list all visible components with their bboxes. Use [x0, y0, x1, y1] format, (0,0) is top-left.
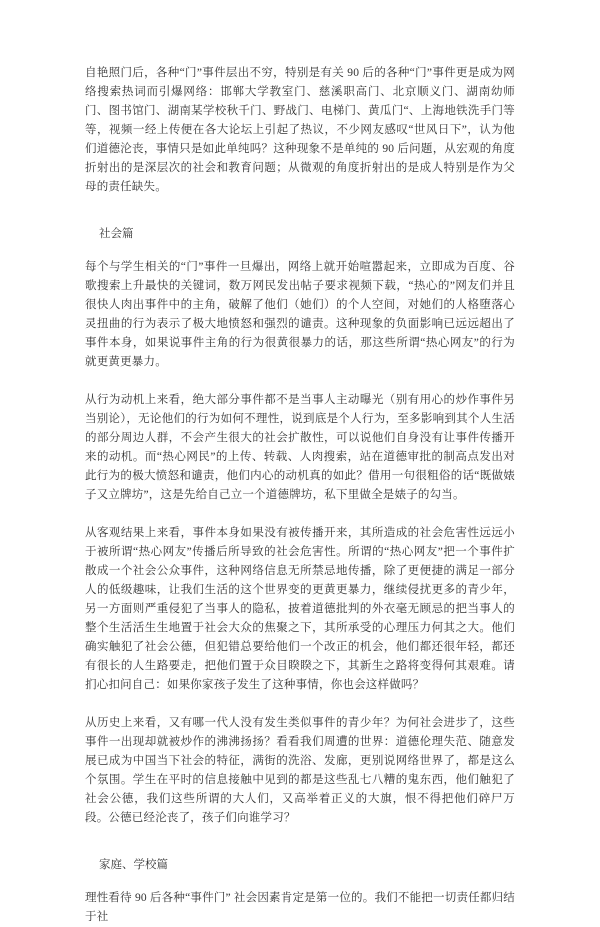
- section-heading-society: 社会篇: [99, 228, 134, 240]
- paragraph-family-school-1: 理性看待 90 后各种“事件门” 社会因素肯定是第一位的。我们不能把一切责任都归结于社: [85, 892, 515, 923]
- paragraph-intro: 自艳照门后，各种“门”事件层出不穷，特别是有关 90 后的各种“门”事件更是成为网络搜索热词而引爆网络：邯郸大学教室门、慈溪职高门、北京顺义门、湖南幼师门、图书馆门、湖南某学校秋千门、野战门、电梯门、黄瓜门“、上海地铁洗手门等等，视频一经上传便在各大论坛上引起了热议，不少网友感叹“世风日下”，认为他们道德沦丧，事情只是如此单纯吗？这种现象不是单纯的 90 后问题，从宏观的角度折射出的是深层次的社会和教育问题；从微观的角度折射出的是成人特别是作为父母的责任缺失。: [85, 67, 515, 193]
- paragraph-society-3-consequence: 从客观结果上来看，事件本身如果没有被传播开来，其所造成的社会危害性远远小于被所谓“热心网友”传播后所导致的社会危害性。所谓的“热心网友”把一个事件扩散成一个社会公众事件，这种网络信息无所禁忌地传播，除了更便捷的满足一部分人的低级趣味，让我们生活的这个世界变的更黄更暴力，继续侵扰更多的青少年，另一方面则严重侵犯了当事人的隐私，披着道德批判的外衣毫无顾忌的把当事人的整个生活活生生地置于社会大众的焦聚之下，其所承受的心理压力何其之大。他们确实触犯了社会公德，但犯错总要给他们一个改正的机会，他们都还很年轻，都还有很长的人生路要走，把他们置于众目睽睽之下，其新生之路将变得何其艰难。请扪心扣问自己：如果你家孩子发生了这种事情，你也会这样做吗？: [85, 527, 515, 691]
- section-heading-family-school: 家庭、学校篇: [99, 859, 168, 871]
- paragraph-society-4-history: 从历史上来看，又有哪一代人没有发生类似事件的青少年？为何社会进步了，这些事件一出现却就被炒作的沸沸扬扬？看看我们周遭的世界：道德伦理失范、随意发展已成为中国当下社会的特征，满街的洗浴、发廊，更别说网络世界了，都是这么个氛围。学生在平时的信息接触中见到的都是这些乱七八糟的鬼东西，他们触犯了社会公德，我们这些所谓的大人们，又高举着正义的大旗，恨不得把他们碎尸万段。公德已经沦丧了，孩子们向谁学习？: [85, 717, 515, 824]
- paragraph-society-1: 每个与学生相关的“门”事件一旦爆出，网络上就开始喧嚣起来，立即成为百度、谷歌搜索上升最快的关键词，数万网民发出帖子要求视频下载，“热心的”网友们并且很快人肉出事件中的主角，破解了他们（她们）的个人空间，对她们的人格堕落心灵扭曲的行为表示了极大地愤怒和强烈的谴责。这种现象的负面影响已远远超出了事件本身，如果说事件主角的行为很黄很暴力的话，那这些所谓“热心网友”的行为就更黄更暴力。: [85, 261, 515, 368]
- paragraph-society-2-motive: 从行为动机上来看，绝大部分事件都不是当事人主动曝光（别有用心的炒作事件另当别论），无论他们的行为如何不理性，说到底是个人行为，至多影响到其个人生活的部分周边人群，不会产生很大的社会扩散性，可以说他们自身没有让事件传播开来的动机。而“热心网民”的上传、转载、人肉搜索，站在道德审批的制高点发出对此行为的极大愤怒和谴责，他们内心的动机真的如此？借用一句很粗俗的话“既做婊子又立牌坊”，这是先给自己立一个道德牌坊，私下里做全是婊子的勾当。: [85, 394, 515, 501]
